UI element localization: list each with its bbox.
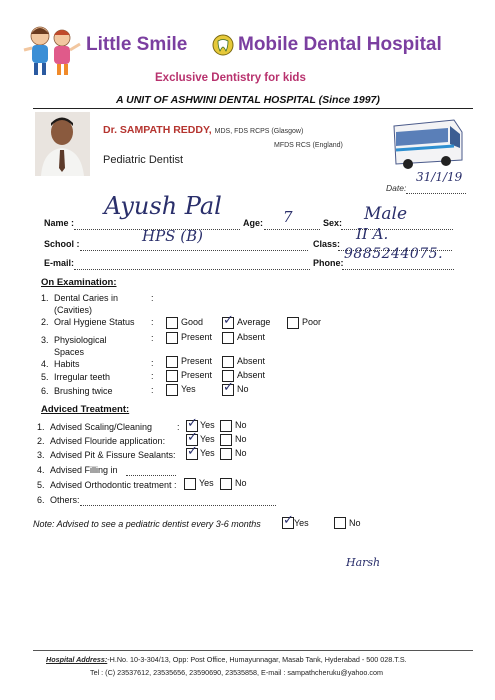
footer-address bbox=[46, 655, 407, 664]
treatment-item-6-label: Others: bbox=[50, 495, 80, 505]
note-no-checkbox[interactable] bbox=[334, 517, 346, 529]
brushing-no-checkbox[interactable] bbox=[222, 384, 234, 396]
treatment-item-5-num: 5. bbox=[37, 480, 45, 490]
exam-item-1-colon: : bbox=[151, 293, 154, 303]
treatment-item-4-num: 4. bbox=[37, 465, 45, 475]
exam-item-1-label2: (Cavities) bbox=[54, 305, 93, 315]
treatment-item-6-num: 6. bbox=[37, 495, 45, 505]
footer-address-label: Hospital Address: bbox=[46, 655, 108, 664]
date-line bbox=[406, 192, 466, 194]
oral-hygiene-average-checkbox[interactable] bbox=[222, 317, 234, 329]
school-value[interactable]: HPS (B) bbox=[142, 227, 203, 245]
doctor-photo bbox=[35, 112, 90, 176]
name-label: Name : bbox=[44, 218, 75, 228]
ortho-no-checkbox[interactable] bbox=[220, 478, 232, 490]
treatment-item-2-label: Advised Flouride application: bbox=[50, 436, 166, 446]
exam-item-2-label: Oral Hygiene Status bbox=[54, 317, 135, 327]
phone-value[interactable]: 9885244075. bbox=[344, 246, 444, 262]
spaces-present-checkbox[interactable] bbox=[166, 332, 178, 344]
phone-label: Phone: bbox=[313, 258, 344, 268]
brushing-no-label: No bbox=[237, 384, 249, 394]
title-part1: Little Smile bbox=[86, 34, 188, 55]
signature bbox=[346, 556, 380, 569]
school-label: School : bbox=[44, 239, 80, 249]
irregular-present-checkbox[interactable] bbox=[166, 370, 178, 382]
scaling-no-checkbox[interactable] bbox=[220, 420, 232, 432]
note-text: Note: Advised to see a pediatric dentist every 3-6 months bbox=[33, 519, 261, 529]
flouride-no-label: No bbox=[235, 434, 247, 444]
spaces-absent-checkbox[interactable] bbox=[222, 332, 234, 344]
footer-address-text: -H.No. 10-3-304/13, Opp: Post Office, Humayunnagar, Masab Tank, Hyderabad - 500 028.T.S. bbox=[107, 655, 407, 664]
brushing-yes-checkbox[interactable] bbox=[166, 384, 178, 396]
hospital-title-2 bbox=[238, 34, 442, 56]
ortho-no-label: No bbox=[235, 478, 247, 488]
treatment-item-4-label: Advised Filling in bbox=[50, 465, 118, 475]
exam-item-5-colon: : bbox=[151, 371, 154, 381]
exam-item-3-colon: : bbox=[151, 333, 154, 343]
exam-item-1-label: Dental Caries in bbox=[54, 293, 119, 303]
email-line bbox=[74, 268, 310, 270]
title-part2: Mobile Dental Hospital bbox=[238, 34, 442, 55]
kids-logo bbox=[20, 22, 84, 78]
doctor-qualifications: MDS, FDS RCPS (Glasgow) bbox=[214, 128, 304, 135]
unit-line: A UNIT OF ASHWINI DENTAL HOSPITAL (Since 1997) bbox=[116, 94, 380, 106]
sealants-no-label: No bbox=[235, 448, 247, 458]
sex-value[interactable]: Male bbox=[364, 204, 408, 224]
phone-line bbox=[342, 268, 454, 270]
spaces-absent-label: Absent bbox=[237, 332, 266, 342]
flouride-yes-label: Yes bbox=[200, 434, 215, 444]
exam-item-2-colon: : bbox=[151, 317, 154, 327]
note-yes-checkbox[interactable] bbox=[282, 517, 294, 529]
oral-hygiene-poor-checkbox[interactable] bbox=[287, 317, 299, 329]
exam-item-4-colon: : bbox=[151, 358, 154, 368]
signature-text: Harsh bbox=[346, 556, 381, 569]
brushing-yes-label: Yes bbox=[181, 384, 196, 394]
oral-hygiene-good-label: Good bbox=[181, 317, 204, 327]
treatment-item-3-label: Advised Pit & Fissure Sealants: bbox=[50, 450, 176, 460]
treatment-item-1-label: Advised Scaling/Cleaning bbox=[50, 422, 153, 432]
exam-item-5-label: Irregular teeth bbox=[54, 372, 111, 382]
age-value[interactable]: 7 bbox=[283, 208, 293, 226]
class-label: Class: bbox=[313, 239, 341, 249]
habits-absent-label: Absent bbox=[237, 356, 266, 366]
oral-hygiene-poor-label: Poor bbox=[302, 317, 322, 327]
ortho-yes-label: Yes bbox=[199, 478, 214, 488]
note-no-label: No bbox=[349, 518, 361, 528]
exam-item-1-num: 1. bbox=[41, 293, 49, 303]
school-line bbox=[80, 249, 308, 251]
subtitle: Exclusive Dentistry for kids bbox=[155, 72, 306, 84]
exam-item-6-colon: : bbox=[151, 385, 154, 395]
date-label: Date: bbox=[386, 183, 407, 193]
treatment-item-1-colon: : bbox=[177, 422, 180, 432]
exam-item-3-label2: Spaces bbox=[54, 347, 85, 357]
others-line bbox=[80, 504, 276, 506]
note-yes-label: Yes bbox=[294, 518, 309, 528]
age-label: Age: bbox=[243, 218, 263, 228]
treatment-item-3-num: 3. bbox=[37, 450, 45, 460]
exam-item-2-num: 2. bbox=[41, 317, 49, 327]
oral-hygiene-average-label: Average bbox=[237, 317, 271, 327]
email-label: E-mail: bbox=[44, 258, 75, 268]
doctor-name bbox=[103, 124, 303, 136]
treatment-item-1-num: 1. bbox=[37, 422, 45, 432]
scaling-yes-label: Yes bbox=[200, 420, 215, 430]
irregular-absent-label: Absent bbox=[237, 370, 266, 380]
sealants-no-checkbox[interactable] bbox=[220, 448, 232, 460]
exam-item-4-label: Habits bbox=[54, 359, 80, 369]
mobile-bus-image bbox=[388, 114, 466, 176]
doctor-role: Pediatric Dentist bbox=[103, 154, 184, 166]
spaces-present-label: Present bbox=[181, 332, 213, 342]
oral-hygiene-good-checkbox[interactable] bbox=[166, 317, 178, 329]
exam-item-6-num: 6. bbox=[41, 386, 49, 396]
flouride-no-checkbox[interactable] bbox=[220, 434, 232, 446]
doctor-name-text: Dr. SAMPATH REDDY, bbox=[103, 124, 212, 136]
exam-item-6-label: Brushing twice bbox=[54, 386, 113, 396]
habits-present-label: Present bbox=[181, 356, 213, 366]
exam-item-3-num: 3. bbox=[41, 335, 49, 345]
hospital-title bbox=[86, 34, 187, 56]
sealants-yes-label: Yes bbox=[200, 448, 215, 458]
doctor-qualifications-2: MFDS RCS (England) bbox=[274, 142, 343, 149]
name-value[interactable]: Ayush Pal bbox=[104, 192, 222, 220]
exam-item-3-label: Physiological bbox=[54, 335, 107, 345]
irregular-present-label: Present bbox=[181, 370, 213, 380]
footer-contact: Tel : (C) 23537612, 23535656, 23590690, 23535858, E-mail : sampathcheruku@yahoo.com bbox=[90, 668, 383, 677]
sex-label: Sex: bbox=[323, 218, 343, 228]
treatment-heading: Adviced Treatment: bbox=[41, 404, 130, 415]
footer-rule bbox=[33, 650, 473, 651]
exam-item-4-num: 4. bbox=[41, 359, 49, 369]
header-rule bbox=[33, 108, 473, 109]
treatment-item-2-num: 2. bbox=[37, 436, 45, 446]
habits-absent-checkbox[interactable] bbox=[222, 356, 234, 368]
date-value[interactable]: 31/1/19 bbox=[416, 170, 463, 184]
scaling-no-label: No bbox=[235, 420, 247, 430]
ortho-yes-checkbox[interactable] bbox=[184, 478, 196, 490]
exam-heading: On Examination: bbox=[41, 277, 117, 288]
class-value[interactable]: II A. bbox=[356, 225, 389, 243]
habits-present-checkbox[interactable] bbox=[166, 356, 178, 368]
sealants-yes-checkbox[interactable] bbox=[186, 448, 198, 460]
filling-line bbox=[126, 474, 176, 476]
treatment-item-5-label: Advised Orthodontic treatment : bbox=[50, 480, 177, 490]
exam-item-5-num: 5. bbox=[41, 372, 49, 382]
age-line bbox=[264, 228, 320, 230]
tooth-emblem-icon bbox=[212, 34, 234, 56]
